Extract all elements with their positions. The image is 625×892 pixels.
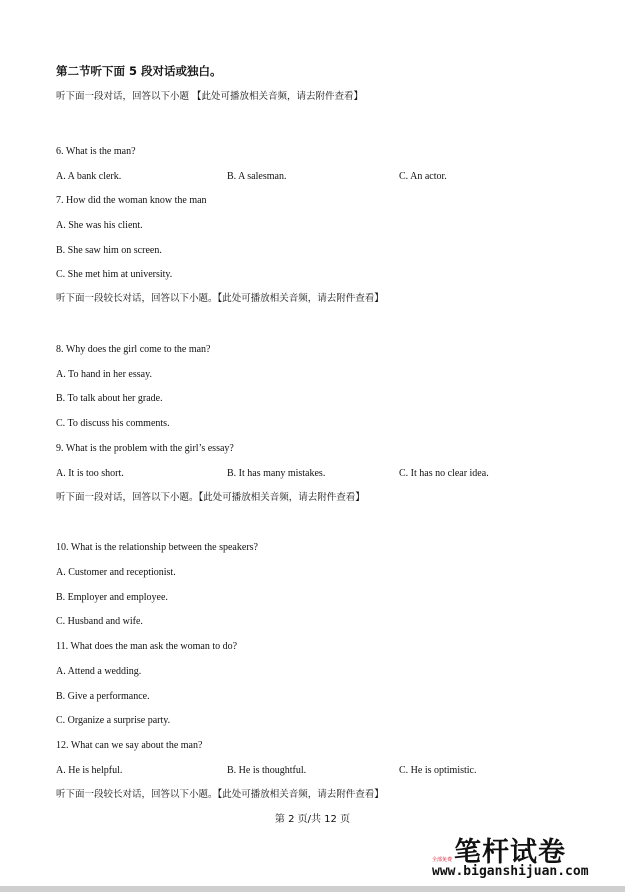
question-10-stem: 10. What is the relationship between the speakers? bbox=[56, 542, 258, 553]
question-10-option-a: A. Customer and receptionist. bbox=[56, 567, 176, 578]
question-12-stem: 12. What can we say about the man? bbox=[56, 740, 203, 751]
question-6-option-a: A. A bank clerk. bbox=[56, 171, 122, 182]
question-7-option-c: C. She met him at university. bbox=[56, 269, 173, 280]
instruction-dialogue-1: 听下面一段对话，回答以下小题 【此处可播放相关音频，请去附件查看】 bbox=[56, 91, 364, 102]
question-11-option-b: B. Give a performance. bbox=[56, 691, 150, 702]
instruction-dialogue-4: 听下面一段较长对话，回答以下小题。【此处可播放相关音频，请去附件查看】 bbox=[56, 789, 384, 800]
question-8-option-c: C. To discuss his comments. bbox=[56, 418, 170, 429]
question-7-option-b: B. She saw him on screen. bbox=[56, 245, 162, 256]
question-10-option-b: B. Employer and employee. bbox=[56, 592, 168, 603]
watermark-url: www.biganshijuan.com bbox=[432, 864, 589, 879]
question-11-option-a: A. Attend a wedding. bbox=[56, 666, 142, 677]
question-7-stem: 7. How did the woman know the man bbox=[56, 195, 207, 206]
question-6-option-c: C. An actor. bbox=[399, 171, 447, 182]
question-12-option-c: C. He is optimistic. bbox=[399, 765, 477, 776]
watermark-title: 笔杆试卷 bbox=[454, 837, 566, 868]
watermark-logo bbox=[432, 830, 602, 882]
question-9-option-a: A. It is too short. bbox=[56, 468, 124, 479]
section-title: 第二节听下面 5 段对话或独白。 bbox=[56, 64, 222, 78]
question-6-option-b: B. A salesman. bbox=[227, 171, 287, 182]
question-8-option-a: A. To hand in her essay. bbox=[56, 369, 152, 380]
question-12-option-a: A. He is helpful. bbox=[56, 765, 123, 776]
question-8-stem: 8. Why does the girl come to the man? bbox=[56, 344, 211, 355]
page-number: 第 2 页/共 12 页 bbox=[274, 814, 351, 825]
question-7-option-a: A. She was his client. bbox=[56, 220, 143, 231]
instruction-dialogue-3: 听下面一段对话，回答以下小题。【此处可播放相关音频，请去附件查看】 bbox=[56, 492, 365, 503]
question-11-stem: 11. What does the man ask the woman to do? bbox=[56, 641, 238, 652]
question-12-option-b: B. He is thoughtful. bbox=[227, 765, 307, 776]
bottom-divider bbox=[0, 886, 625, 892]
question-6-stem: 6. What is the man? bbox=[56, 146, 136, 157]
question-8-option-b: B. To talk about her grade. bbox=[56, 393, 163, 404]
question-9-option-c: C. It has no clear idea. bbox=[399, 468, 489, 479]
watermark-badge: 全部免费 bbox=[432, 857, 453, 863]
instruction-dialogue-2: 听下面一段较长对话，回答以下小题。【此处可播放相关音频，请去附件查看】 bbox=[56, 293, 384, 304]
question-9-stem: 9. What is the problem with the girl’s essay? bbox=[56, 443, 234, 454]
question-9-option-b: B. It has many mistakes. bbox=[227, 468, 326, 479]
question-11-option-c: C. Organize a surprise party. bbox=[56, 715, 171, 726]
question-10-option-c: C. Husband and wife. bbox=[56, 616, 143, 627]
